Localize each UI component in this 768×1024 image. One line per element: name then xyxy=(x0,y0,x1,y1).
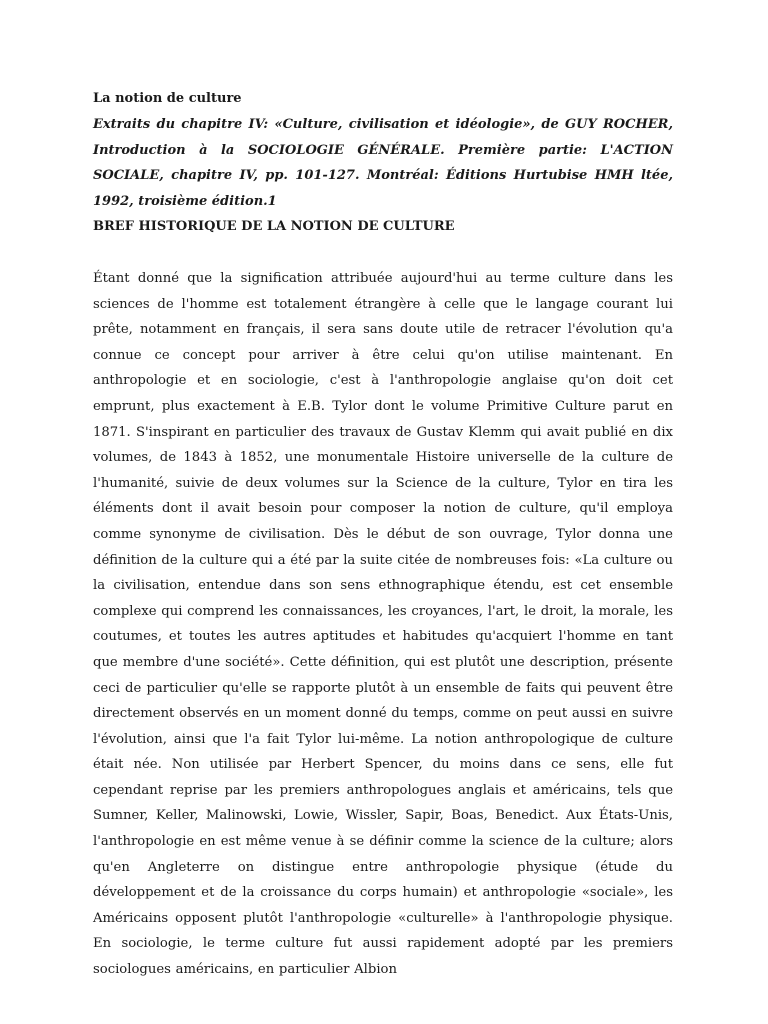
body-paragraph: Étant donné que la signification attribuée aujourd'hui au terme culture dans les sciences de l'homme est totalement étrangère à celle que le langage courant lui prête, notamment en français, il sera sans doute utile de retracer l'évolution qu'a connue ce concept pour arriver à être celui qu'on utilise maintenant. En anthropologie et en sociologie, c'est à l'anthropologie anglaise qu'on doit cet emprunt, plus exactement à E.B. Tylor dont le volume Primitive Culture parut en 1871. S'inspirant en particulier des travaux de Gustav Klemm qui avait publié en dix volumes, de 1843 à 1852, une monumentale Histoire universelle de la culture de l'humanité, suivie de deux volumes sur la Science de la culture, Tylor en tira les éléments dont il avait besoin pour composer la notion de culture, qu'il employa comme synonyme de civilisation. Dès le début de son ouvrage, Tylor donna une définition de la culture qui a été par la suite citée de nombreuses fois: «La culture ou la civilisation, entendue dans son sens ethnographique étendu, est cet ensemble complexe qui comprend les connaissances, les croyances, l'art, le droit, la morale, les coutumes, et toutes les autres aptitudes et habitudes qu'acquiert l'homme en tant que membre d'une société». Cette définition, qui est plutôt une description, présente ceci de particulier qu'elle se rapporte plutôt à un ensemble de faits qui peuvent être directement observés en un moment donné du temps, comme on peut aussi en suivre l'évolution, ainsi que l'a fait Tylor lui-même. La notion anthropologique de culture était née. Non utilisée par Herbert Spencer, du moins dans ce sens, elle fut cependant reprise par les premiers anthropologues anglais et américains, tels que Sumner, Keller, Malinowski, Lowie, Wissler, Sapir, Boas, Benedict. Aux États-Unis, l'anthropologie en est même venue à se définir comme la science de la culture; alors qu'en Angleterre on distingue entre anthropologie physique (étude du développement et de la croissance du corps humain) et anthropologie «sociale», les Américains opposent plutôt l'anthropologie «culturelle» à l'anthropologie physique. En sociologie, le terme culture fut aussi rapidement adopté par les premiers sociologues américains, en particulier Albion xyxy=(93,271,673,978)
document-page xyxy=(93,86,673,983)
extract-citation: Extraits du chapitre IV: «Culture, civilisation et idéologie», de GUY ROCHER, Introduction à la SOCIOLOGIE GÉNÉRALE. Première partie: L'ACTION SOCIALE, chapitre IV, pp. 101-127. Montréal: Éditions Hurtubise HMH ltée, 1992, troisième édition.1 xyxy=(93,117,673,209)
section-heading: BREF HISTORIQUE DE LA NOTION DE CULTURE xyxy=(93,219,455,234)
document-title: La notion de culture xyxy=(93,91,242,106)
